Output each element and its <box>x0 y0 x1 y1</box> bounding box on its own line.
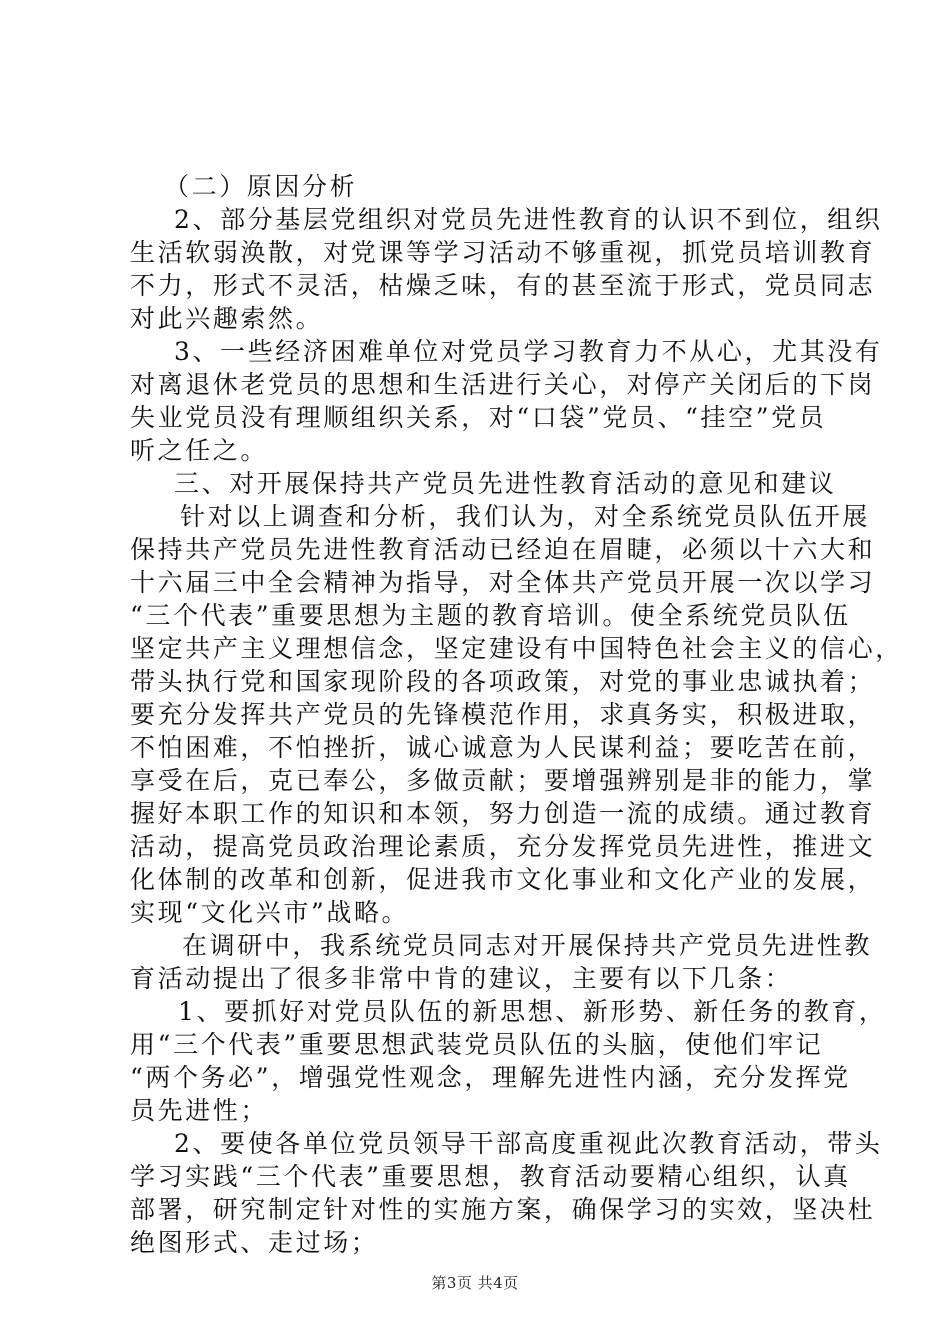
text-line: 带头执行党和国家现阶段的各项政策，对党的事业忠诚执着； <box>130 667 876 696</box>
text-line: 要充分发挥共产党员的先锋模范作用，求真务实，积极进取， <box>130 700 876 729</box>
text-line: 在调研中，我系统党员同志对开展保持共产党员先进性教 <box>182 931 873 960</box>
text-line: 3、一些经济困难单位对党员学习教育力不从心，尤其没有 <box>174 337 883 366</box>
sub-heading-cause-analysis <box>130 170 830 203</box>
text-line: 实现“文化兴市”战略。 <box>130 898 410 927</box>
text-line: 保持共产党员先进性教育活动已经迫在眉睫，必须以十六大和 <box>130 535 876 564</box>
text-line: 针对以上调查和分析，我们认为，对全系统党员队伍开展 <box>180 502 871 531</box>
text-line: 学习实践“三个代表”重要思想，教育活动要精心组织，认真 <box>130 1162 851 1191</box>
text-line: 不怕困难，不怕挫折，诚心诚意为人民谋利益；要吃苦在前， <box>130 733 876 762</box>
text-line: 活动，提高党员政治理论素质，充分发挥党员先进性，推进文 <box>130 832 876 861</box>
text-line: 员先进性； <box>130 1096 269 1125</box>
text-line: 握好本职工作的知识和本领，努力创造一流的成绩。通过教育 <box>130 799 876 828</box>
text-line: 1、要抓好对党员队伍的新思想、新形势、新任务的教育， <box>178 997 887 1026</box>
text-line: 享受在后，克已奉公，多做贡献；要增强辨别是非的能力，掌 <box>130 766 876 795</box>
text-line: “两个务必”，增强党性观念，理解先进性内涵，充分发挥党 <box>130 1063 851 1092</box>
text-line: 生活软弱涣散，对党课等学习活动不够重视，抓党员培训教育 <box>130 238 876 267</box>
para-suggestions-intro <box>130 929 873 995</box>
text-line: 对此兴趣索然。 <box>130 304 324 333</box>
text-line: 部署，研究制定针对性的实施方案，确保学习的实效，坚决杜 <box>130 1195 876 1224</box>
text-line: 化体制的改革和创新，促进我市文化事业和文化产业的发展， <box>130 865 876 894</box>
para-opinion <box>130 500 903 929</box>
text-line: 2、部分基层党组织对党员先进性教育的认识不到位，组织 <box>174 205 883 234</box>
page-number-label: 第3页 共4页 <box>431 1274 519 1292</box>
document-body <box>130 170 903 1259</box>
text-line: 听之任之。 <box>130 436 269 465</box>
text-line: 坚定共产主义理想信念，坚定建设有中国特色社会主义的信心， <box>130 634 903 663</box>
text-line: 用“三个代表”重要思想武装党员队伍的头脑，使他们牢记 <box>130 1030 824 1059</box>
para-suggestion-1 <box>130 995 887 1127</box>
page-footer <box>0 1272 950 1293</box>
text-line: 三、对开展保持共产党员先进性教育活动的意见和建议 <box>174 469 837 498</box>
text-line: 绝图形式、走过场； <box>130 1228 379 1257</box>
section-heading-3 <box>130 467 837 500</box>
para-cause-2 <box>130 203 883 335</box>
para-suggestion-2 <box>130 1127 883 1259</box>
text-line: 失业党员没有理顺组织关系，对“口袋”党员、“挂空”党员 <box>130 403 827 432</box>
text-line: 不力，形式不灵活，枯燥乏味，有的甚至流于形式，党员同志 <box>130 271 876 300</box>
text-line: （二）原因分析 <box>164 172 358 201</box>
text-line: 育活动提出了很多非常中肯的建议，主要有以下几条： <box>130 964 793 993</box>
text-line: 对离退休老党员的思想和生活进行关心，对停产关闭后的下岗 <box>130 370 876 399</box>
text-line: 2、要使各单位党员领导干部高度重视此次教育活动，带头 <box>174 1129 883 1158</box>
text-line: “三个代表”重要思想为主题的教育培训。使全系统党员队伍 <box>130 601 851 630</box>
text-line: 十六届三中全会精神为指导，对全体共产党员开展一次以学习 <box>130 568 876 597</box>
para-cause-3 <box>130 335 883 467</box>
